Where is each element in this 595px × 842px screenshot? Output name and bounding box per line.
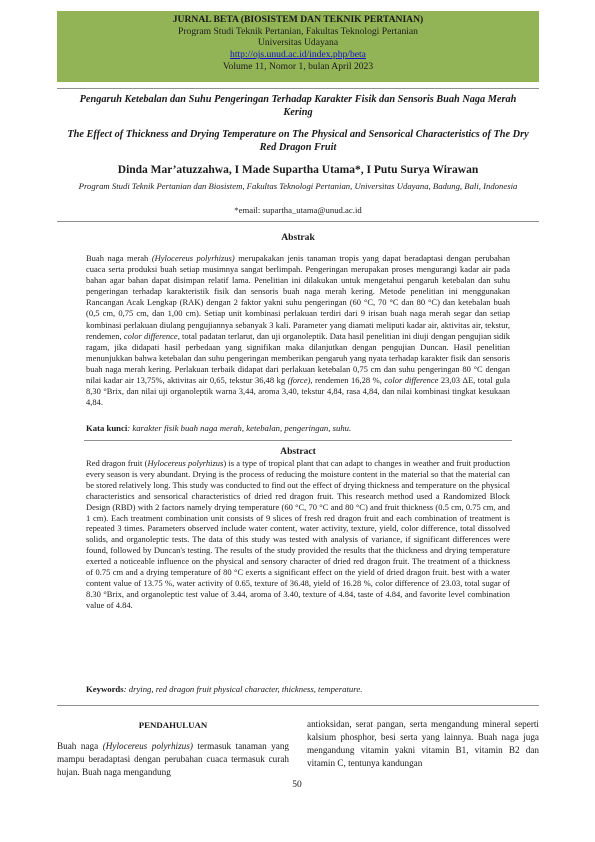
abstract-keywords-list: : drying, red dragon fruit physical character, thickness, temperature. (123, 684, 363, 694)
abstrak-keywords-label: Kata kunci (86, 423, 128, 433)
abstrak-heading: Abstrak (281, 232, 315, 243)
abstrak-keywords (86, 423, 510, 433)
abstract-text: Red dragon fruit (Hylocereus polyrhizus) is a type of tropical plant that can adapt to changes in weather and fruit production every season is very abundant. Drying is the process of reducing the moisture content in the material so that the material can be stored relatively long. This study was conducted to find out the effect of drying thickness and temperature on the physical characteristics and sensorical characteristics of dried red dragon fruit. This research method used a Randomized Block Design (RBD) with 2 factors namely drying temperature (60 °C, 70 °C and 80 °C) and fruit thickness (0.5 cm, 0.75 cm, and 1 cm). Each treatment combination unit consists of 9 slices of fresh red dragon fruit and each combination of treatment is repeated 3 times. Parameters observed include water content, water activity, texture, yield, color difference, total dissolved solids, and organoleptic tests. The data of this study was tested with analysis of variance, if significant differences were found, followed by Duncan's testing. The results of the study provided the results that the thickness and drying temperature exerted a noticeable influence on the physical and sensory character of dried red dragon fruit. The treatment of a thickness of 0.75 cm and a drying temperature of 80 °C exerts a significant effect on the yield of dried dragon fruit. best with a water content value of 13.75 %, water activity of 0.65, texture of 36.48, yield of 16.28 %, color difference of 23.03, total sugar of 8.30 °Brix, and organoleptic test value of 3.44, aroma of 3.40, texture of 4.84, taste of 4.84, and favorite level combination value of 4.84. (86, 458, 511, 610)
journal-university: Universitas Udayana (257, 37, 339, 49)
title-indonesian: Pengaruh Ketebalan dan Suhu Pengeringan Terhadap Karakter Fisik dan Sensoris Buah Naga Merah Kering (79, 94, 517, 118)
abstrak-text: Buah naga merah (Hylocereus polyrhizus) merupakakan jenis tanaman tropis yang dapat beradaptasi dengan perubahan cuaca serta produksi buah setiap musimnya sangat berlimpah. Pengeringan merupakan proses mengurangi kadar air pada bahan agar bahan dapat disimpan relatif lama. Penelitian ini dilakukan untuk mengetahui pengaruh ketebalan dan suhu pengeringan terhadap karakteristik fisik dan sensoris buah naga merah kering. Metode penelitian ini menggunakan Rancangan Acak Lengkap (RAK) dengan 2 faktor yakni suhu pengeringan (60 °C, 70 °C dan 80 °C) dan ketebalan buah (0,5 cm, 0,75 cm, dan 1,00 cm). Setiap unit kombinasi perlakuan terdiri dari 9 irisan buah naga merah segar dan setiap kombinasi perlakuan diulang pengujiannya sebanyak 3 kali. Parameter yang diamati meliputi kadar air, aktivitas air, tekstur, rendemen, color difference, total padatan terlarut, dan uji organoleptik. Data hasil penelitian ini diuji dengan pengujian sidik ragam, jika didapati hasil perbedaan yang signifikan maka dilanjutkan dengan pengujian Duncan. Hasil penelitian menunjukkan bahwa ketebalan dan suhu pengeringan memberikan pengaruh yang nyata terhadap karakter fisik dan sensoris buah naga merah kering. Perlakuan terbaik didapat dari perlakuan ketebalan 0,75 cm dan suhu pengeringan 80 °C dengan nilai kadar air 13,75%, aktivitas air 0,65, tekstur 36,48 kg (force), rendemen 16,28 %, color difference 23,03 ΔE, total gula 8,30 °Brix, dan nilai uji organoleptik warna 3,44, aroma 3,40, tekstur 4,84, rasa 4,84, dan nilai kombinasi tingkat kesukaan 4,84. (86, 253, 510, 408)
section-heading-pendahuluan: PENDAHULUAN (138, 720, 208, 730)
body-left-column: Buah naga (Hylocereus polyrhizus) termasuk tanaman yang mampu beradaptasi dengan perubahan cuaca termasuk curah hujan. Buah naga mengandung (57, 741, 290, 777)
abstract-heading: Abstract (280, 446, 316, 457)
author-list: Dinda Mar’atuzzahwa, I Made Supartha Utama*, I Putu Surya Wirawan (117, 164, 479, 176)
corresponding-email: *email: supartha_utama@unud.ac.id (234, 205, 362, 215)
abstract-divider (57, 705, 539, 706)
header-divider (57, 88, 539, 89)
journal-header (57, 11, 539, 82)
author-affiliation: Program Studi Teknik Pertanian dan Biosistem, Fakultas Teknologi Pertanian, Universitas Udayana, Badung, Bali, Indonesia (78, 181, 518, 191)
journal-program: Program Studi Teknik Pertanian, Fakultas Teknologi Pertanian (178, 25, 418, 37)
abstract-keywords (86, 684, 510, 694)
authors-divider (57, 221, 539, 222)
journal-url-link[interactable]: http://ojs.unud.ac.id/index.php/beta (230, 49, 366, 61)
abstrak-keywords-list: : karakter fisik buah naga merah, ketebalan, pengeringan, suhu. (127, 423, 352, 433)
title-english: The Effect of Thickness and Drying Temperature on The Physical and Sensorical Characteristics of The Dry Red Dragon Fruit (67, 129, 529, 153)
body-right-column: antioksidan, serat pangan, serta mengandung mineral seperti kalsium phosphor, besi serta yang lainnya. Buah naga juga mengandung vitamin yakni vitamin B1, vitamin B2 dan vitamin C, tentunya kandungan (307, 719, 539, 768)
abstrak-divider (84, 440, 512, 441)
journal-volume: Volume 11, Nomor 1, bulan April 2023 (222, 60, 374, 72)
abstract-keywords-label: Keywords (86, 684, 124, 694)
journal-name: JURNAL BETA (BIOSISTEM DAN TEKNIK PERTANIAN) (172, 14, 424, 25)
page-number: 50 (292, 780, 302, 790)
